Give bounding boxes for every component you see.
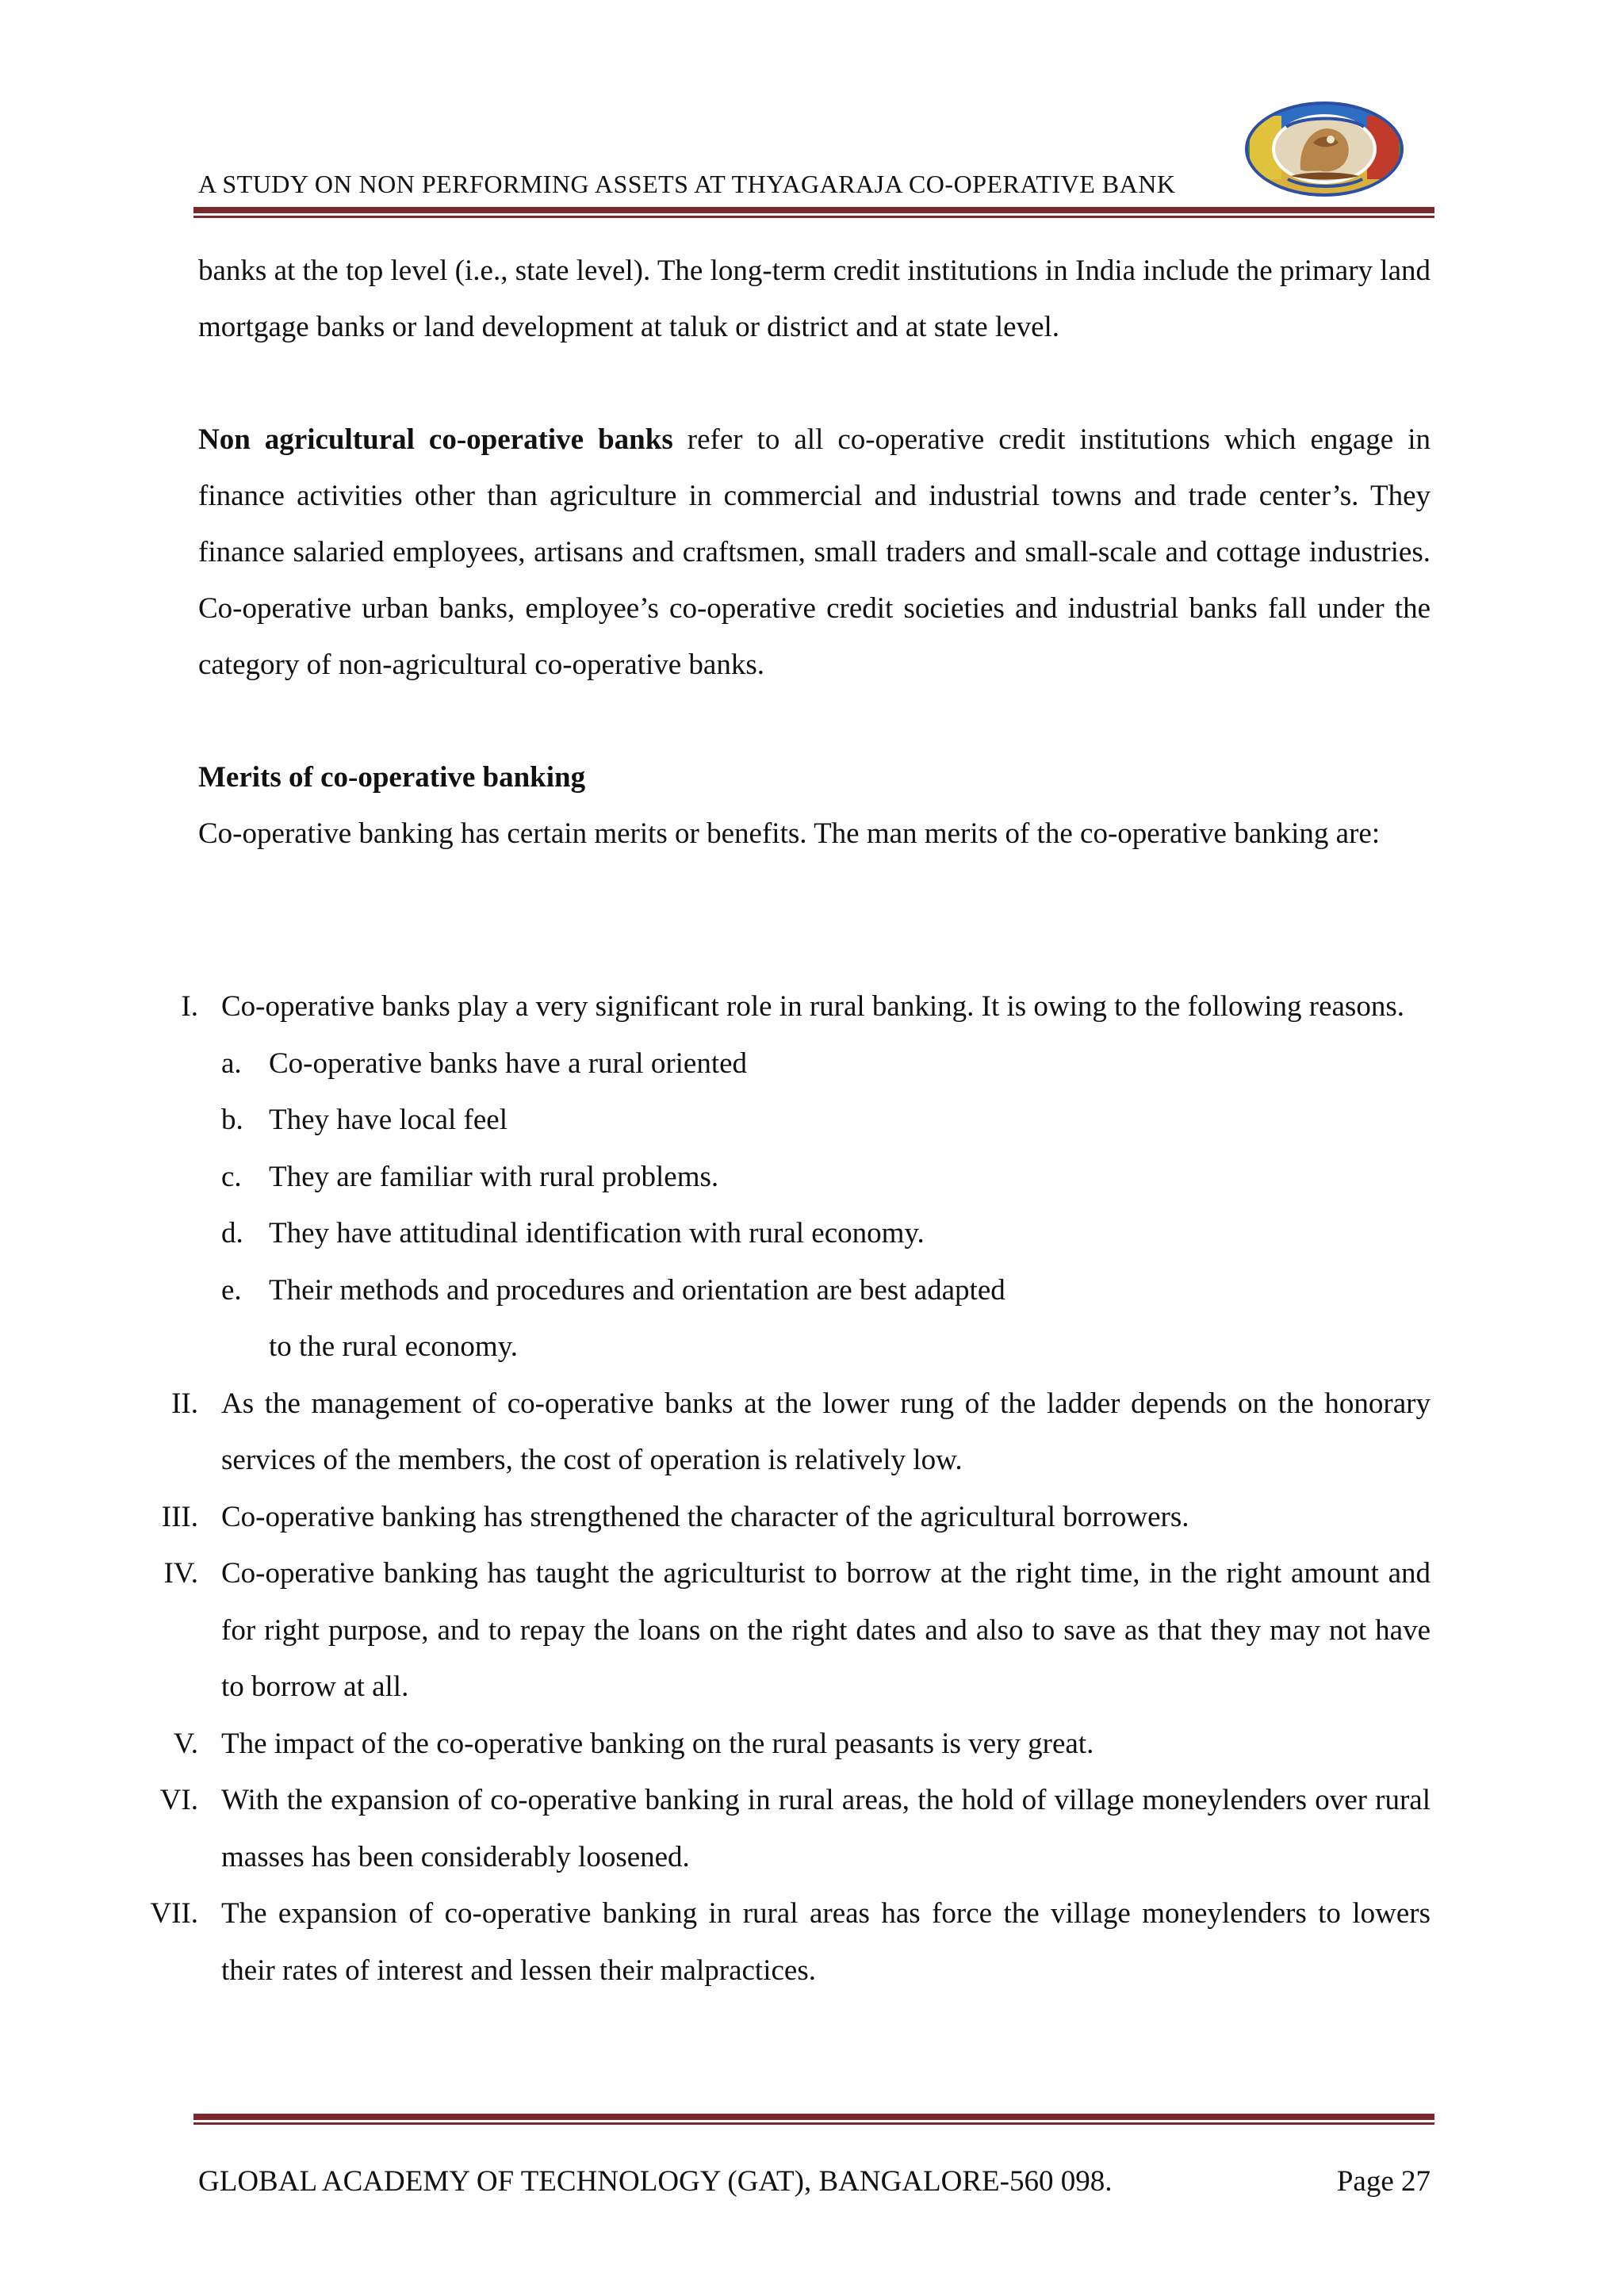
list-item: [143, 1716, 1431, 1773]
sublist-item: [221, 1035, 1431, 1093]
list-item-text: The impact of the co-operative banking on the rural peasants is very great.: [221, 1727, 1094, 1760]
merits-list: [143, 978, 1431, 1999]
paragraph-non-agricultural: [198, 411, 1431, 693]
list-item-text: Co-operative banks play a very significant role in rural banking. It is owing to the following reasons.: [221, 990, 1404, 1023]
list-number: I.: [181, 990, 198, 1023]
section-intro: Co-operative banking has certain merits or benefits. The man merits of the co-operative banking are:: [198, 817, 1381, 850]
list-number: II.: [171, 1387, 198, 1420]
list-item-text: As the management of co-operative banks at the lower rung of the ladder depends on the honorary services of the members, the cost of operation is relatively low.: [221, 1387, 1431, 1476]
page-number: Page 27: [1336, 2165, 1431, 2198]
list-item: [143, 1376, 1431, 1489]
sublist-text: They have local feel: [269, 1104, 508, 1136]
sublist-letter: b.: [221, 1104, 243, 1136]
paragraph-text: banks at the top level (i.e., state level). The long-term credit institutions in India include the primary land mortgage banks or land development at taluk or district and at state level.: [198, 254, 1431, 343]
list-item-text: With the expansion of co-operative banking in rural areas, the hold of village moneylenders over rural masses has been considerably loosened.: [221, 1784, 1431, 1873]
list-item: [143, 1772, 1431, 1885]
list-item: [143, 1489, 1431, 1546]
sublist-text: Their methods and procedures and orientation are best adapted: [269, 1273, 1005, 1307]
list-item-text: Co-operative banking has taught the agriculturist to borrow at the right time, in the right amount and for right purpose, and to repay the loans on the right dates and also to save as that they may not have to borrow at all.: [221, 1557, 1431, 1703]
list-item-text: Co-operative banking has strengthened the character of the agricultural borrowers.: [221, 1500, 1189, 1533]
merits-section: [198, 749, 1431, 862]
list-number: III.: [161, 1500, 198, 1533]
sublist-item: [221, 1092, 1431, 1149]
sublist-text: They have attitudinal identification with rural economy.: [269, 1217, 925, 1249]
list-number: VI.: [159, 1784, 198, 1816]
sublist-letter: d.: [221, 1217, 243, 1249]
sublist-item: [221, 1205, 1431, 1262]
footer-rule: [193, 2114, 1434, 2125]
list-number: V.: [173, 1727, 198, 1760]
college-seal-icon: [1243, 100, 1405, 198]
sublist-continuation: to the rural economy.: [269, 1330, 519, 1363]
list-number: VII.: [150, 1897, 198, 1930]
sublist-text: Co-operative banks have a rural oriented: [269, 1047, 748, 1080]
paragraph-text: refer to all co-operative credit institutions which engage in finance activities other than agriculture in commercial and industrial towns and trade center’s. They finance salaried employees, artisans and craftsmen, small traders and small-scale and cottage industries. Co-operative urban banks, employee’s co-operative credit societies and industrial banks fall under the category of non-agricultural co-operative banks.: [198, 423, 1431, 681]
sublist-item: [221, 1149, 1431, 1206]
list-item: [143, 1545, 1431, 1716]
paragraph-continuation: [198, 243, 1431, 355]
sublist-letter: e.: [221, 1273, 242, 1307]
sublist-letter: a.: [221, 1047, 242, 1080]
footer-institution: GLOBAL ACADEMY OF TECHNOLOGY (GAT), BANGALORE-560 098.: [198, 2165, 1113, 2198]
sublist-item: [221, 1262, 1431, 1319]
bold-term: Non agricultural co-operative banks: [198, 423, 673, 456]
sublist-letter: c.: [221, 1160, 242, 1193]
running-header: A STUDY ON NON PERFORMING ASSETS AT THYAGARAJA CO-OPERATIVE BANK: [198, 170, 1176, 198]
sublist-text: They are familiar with rural problems.: [269, 1160, 719, 1193]
section-heading: Merits of co-operative banking: [198, 761, 586, 794]
list-number: IV.: [163, 1557, 198, 1590]
list-item-text: The expansion of co-operative banking in rural areas has force the village moneylenders to lowers their rates of interest and lessen their malpractices.: [221, 1897, 1431, 1987]
header-rule: [193, 207, 1434, 218]
list-item: [143, 1885, 1431, 1999]
list-item: [143, 978, 1431, 1376]
